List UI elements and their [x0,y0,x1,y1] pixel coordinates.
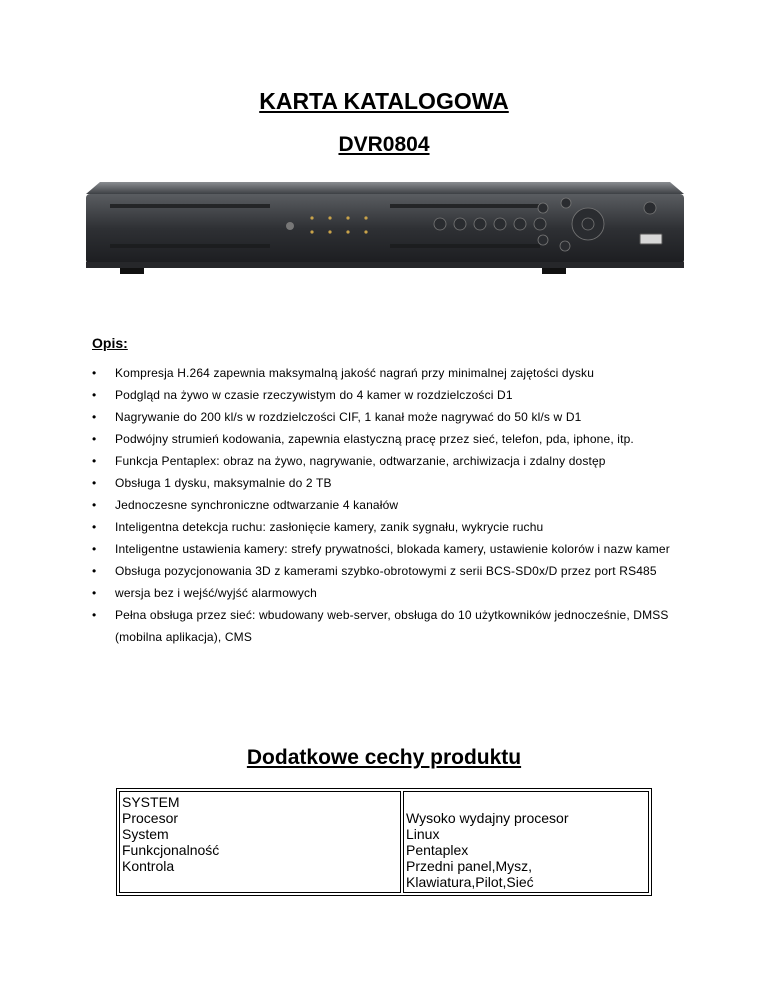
list-item: • Podwójny strumień kodowania, zapewnia elastyczną pracę przez sieć, telefon, pda, iphone, itp. [92,428,692,450]
feature-value: Wysoko wydajny procesor [406,810,569,826]
feature-label: Kontrola [122,858,175,874]
feature-label: System [122,826,169,842]
feature-value: Klawiatura,Pilot,Sieć [406,874,534,890]
document-title: KARTA KATALOGOWA [259,88,509,114]
list-item: • Obsługa pozycjonowania 3D z kamerami szybko-obrotowymi z serii BCS-SD0x/D przez port RS485 [92,560,692,582]
list-item: • Jednoczesne synchroniczne odtwarzanie 4 kanałów [92,494,692,516]
list-item: • Inteligentna detekcja ruchu: zasłonięcie kamery, zanik sygnału, wykrycie ruchu [92,516,692,538]
table-row [119,791,649,893]
list-item: • Inteligentne ustawienia kamery: strefy prywatności, blokada kamery, ustawienie kolorów i nazw kamer [92,538,692,560]
list-item: • wersja bez i wejść/wyjść alarmowych [92,582,692,604]
features-labels-cell [119,791,401,893]
list-item: • Nagrywanie do 200 kl/s w rozdzielczości CIF, 1 kanał może nagrywać do 50 kl/s w D1 [92,406,692,428]
dvr-device-image [80,168,690,280]
list-item: • Pełna obsługa przez sieć: wbudowany web-server, obsługa do 10 użytkowników jednocześnie, DMSS (mobilna aplikacja), CMS [92,604,692,648]
list-item: • Podgląd na żywo w czasie rzeczywistym do 4 kamer w rozdzielczości D1 [92,384,692,406]
feature-value: Linux [406,826,440,842]
model-name: DVR0804 [338,133,430,156]
description-heading: Opis: [92,335,128,351]
features-heading: Dodatkowe cechy produktu [246,746,522,769]
list-item: • Funkcja Pentaplex: obraz na żywo, nagrywanie, odtwarzanie, archiwizacja i zdalny dostęp [92,450,692,472]
features-values-cell [403,791,649,893]
feature-value: Pentaplex [406,842,469,858]
list-item: • Obsługa 1 dysku, maksymalnie do 2 TB [92,472,692,494]
feature-value: Przedni panel,Mysz, [406,858,533,874]
list-item: • Kompresja H.264 zapewnia maksymalną jakość nagrań przy minimalnej zajętości dysku [92,362,692,384]
feature-list [92,362,692,648]
feature-label: Funkcjonalność [122,842,220,858]
features-table [116,788,652,896]
feature-label: Procesor [122,810,179,826]
feature-label: SYSTEM [122,794,180,810]
